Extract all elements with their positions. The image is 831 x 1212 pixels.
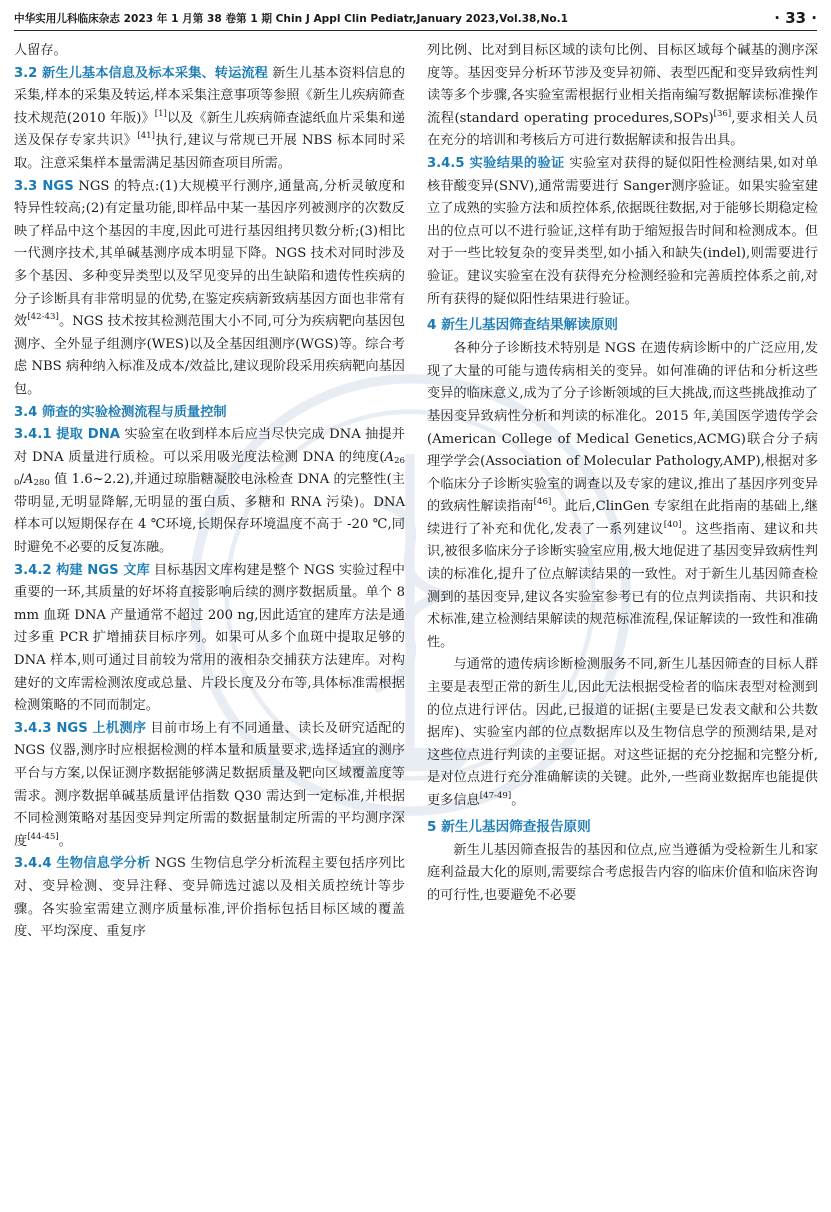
body-text: 目标基因文库构建是整个 NGS 实验过程中重要的一环,其质量的好坏将直接影响后续的测序数据质量。单个 8 mm 血斑 DNA 产量通常不超过 200 ng,因此适宜的建库方法是通过多重 PCR 扩增捕获目标序列。如果可从多个血斑中提取足够的 DNA 样本,则可通过目前较为常用的液相杂交捕获方法建库。对构建好的文库需检测浓度或总量、片段长度及分布等,具体标准需根据检测策略的不同而制定。 — [14, 562, 405, 714]
body-text: 与通常的遗传病诊断检测服务不同,新生儿基因筛查的目标人群主要是表型正常的新生儿,因此无法根据受检者的临床表型对检测到的位点进行评估。因此,已报道的证据(主要是已发表文献和公共数据库)、实验室内部的位点数据库以及生物信息学的预测结果,是对这些位点进行判读的主要证据。对这些证据的充分挖掘和完整分析,是对位点进行充分准确解读的关键。此外,一些商业数据库也能提供更多信息 — [427, 657, 818, 808]
body-text: 实验室对获得的疑似阳性检测结果,如对单核苷酸变异(SNV),通常需要进行 Sanger测序验证。如果实验室建立了成熟的实验方法和质控体系,依据既往数据,对于能够长期稳定检出的位点可以不进行验证,这样有助于缩短报告时间和检测成本。但对于一些比较复杂的变异类型,如小插入和缺失(indel),则需要进行验证。建议实验室在没有获得充分检测经验和完善质控体系之前,对所有获得的疑似阳性结果进行验证。 — [427, 155, 819, 307]
body-text: 。此后,ClinGen 专家组在此指南的基础上,继续进行了补充和优化,发表了一系列建议 — [427, 499, 818, 537]
section-heading: 3.4.1 提取 DNA — [14, 427, 120, 443]
left-column — [14, 40, 405, 944]
citation-ref: [41] — [137, 131, 156, 142]
section-4-paragraph-2 — [427, 654, 818, 812]
section-3-2 — [14, 63, 405, 176]
section-3-4-4 — [14, 853, 405, 943]
wavelength-subscript: 280 — [33, 478, 50, 489]
body-text: 列比例、比对到目标区域的读句比例、目标区域每个碱基的测序深度等。基因变异分析环节涉及变异初筛、表型匹配和变异致病性判读等多个步骤,各实验室需根据行业相关指南编写数据解读标准操作流程(standard operating procedures,SOPs) — [427, 43, 818, 126]
body-text: 值 1.6~2.2),并通过琼脂糖凝胶电泳检查 DNA 的完整性(主带明显,无明显降解,无明显的蛋白质、多糖和 RNA 污染)。DNA 样本可以短期保存在 4 ℃环境,长期保存环境温度不高于 -20 ℃,同时避免不必要的反复冻融。 — [14, 472, 405, 556]
ratio-slash: / — [19, 472, 24, 488]
page-number: · 33 · — [774, 9, 817, 27]
section-heading: 3.4.3 NGS 上机测序 — [14, 720, 147, 736]
section-heading: 3.2 新生儿基本信息及标本采集、转运流程 — [14, 65, 268, 81]
right-column — [427, 40, 818, 907]
body-text: 以及《新生儿疾病筛查滤纸血片采集和递送及保存专家共识》 — [14, 110, 405, 149]
citation-ref: [47-49] — [479, 791, 512, 801]
citation-ref: [36] — [713, 108, 732, 119]
citation-ref: [44-45] — [27, 831, 59, 842]
body-text: 。NGS 技术按其检测范围大小不同,可分为疾病靶向基因包测序、全外显子组测序(WES)以及全基因组测序(WGS)等。综合考虑 NBS 病种纳入标准及成本/效益比,建议现阶段采用疾病靶向基因包。 — [14, 314, 405, 397]
section-3-4-2 — [14, 560, 405, 718]
paragraph-continuation: 人留存。 — [14, 43, 67, 58]
section-heading: 3.3 NGS — [14, 178, 74, 194]
wavelength-subscript: 260 — [14, 455, 405, 489]
section-5-paragraph-1: 新生儿基因筛查报告的基因和位点,应当遵循为受检新生儿和家庭利益最大化的原则,需要综合考虑报告内容的临床价值和临床咨询的可行性,也要避免不必要 — [427, 842, 818, 903]
section-5-heading: 5 新生儿基因筛查报告原则 — [427, 818, 591, 835]
journal-citation: 中华实用儿科临床杂志 2023 年 1 月第 38 卷第 1 期 Chin J Appl Clin Pediatr,January 2023,Vol.38,No.1 — [14, 13, 568, 25]
body-text: 。这些指南、建议和共识,被很多临床分子诊断实验室应用,极大地促进了基因变异致病性判读的标准化,提升了位点解读结果的一致性。对于新生儿基因筛查检测到的基因变异,建议各实验室参考已有的位点判读指南、共识和技术标准,建立检测结果解读的规范标准流程,保证解读的一致性和准确性。 — [427, 521, 818, 650]
body-text: 执行,建议与常规已开展 NBS 标本同时采取。注意采集样本量需满足基因筛查项目所需。 — [14, 133, 406, 171]
section-3-4-3 — [14, 718, 405, 854]
body-text: 。 — [511, 793, 525, 808]
section-heading: 3.4.5 实验结果的验证 — [427, 155, 565, 171]
body-text: ,要求相关人员在充分的培训和考核后方可进行数据解读和报告出具。 — [427, 110, 818, 149]
section-heading: 3.4.2 构建 NGS 文库 — [14, 562, 150, 578]
body-text: 。 — [58, 833, 72, 849]
body-text: 目前市场上有不同通量、读长及研究适配的 NGS 仪器,测序时应根据检测的样本量和质量要求,选择适宜的测序平台与方案,以保证测序数据能够满足数据质量及靶向区域覆盖度等需求。测序数据单碱基质量评估指数 Q30 需达到一定标准,并根据不同检测策略对基因变异判定所需的数据量制定所需的平均测序深度 — [14, 720, 405, 849]
citation-ref: [42-43] — [27, 312, 59, 323]
section-3-4-1 — [14, 424, 405, 560]
citation-ref: [46] — [533, 497, 552, 508]
section-4-heading: 4 新生儿基因筛查结果解读原则 — [427, 317, 618, 334]
section-heading: 3.4 筛查的实验检测流程与质量控制 — [14, 404, 227, 420]
section-3-4 — [14, 402, 405, 425]
body-text: 新生儿基本资料信息的采集,样本的采集及转运,样本采集注意事项等参照《新生儿疾病筛查技术规范(2010 年版)》 — [14, 65, 405, 126]
citation-ref: [40] — [663, 519, 682, 530]
body-text: NGS 生物信息学分析流程主要包括序列比对、变异检测、变异注释、变异筛选过滤以及相关质控统计等步骤。各实验室需建立测序质量标准,评价指标包括目标区域的覆盖度、平均深度、重复序 — [14, 856, 405, 940]
body-text: 实验室在收到样本后应当尽快完成 DNA 抽提并对 DNA 质量进行质检。可以采用吸光度法检测 DNA 的纯度( — [14, 427, 405, 465]
section-3-4-4-continued — [427, 40, 818, 153]
body-text: 各种分子诊断技术特别是 NGS 在遗传病诊断中的广泛应用,发现了大量的可能与遗传病相关的变异。如何准确的评估和分析这些变异的临床意义,成为了分子诊断领域的巨大挑战,而这些挑战推动了基因变异致病性分析和判读的标准化。2015 年,美国医学遗传学会(American College of Medical Genetics,ACMG)联合分子病理学学会(Association of Molecular Pathology,AMP),根据对多个临床分子诊断实验室的调查以及专家的建议,推出了基因序列变异的致病性解读指南 — [427, 341, 818, 515]
section-4-paragraph-1 — [427, 338, 818, 654]
citation-ref: [1] — [154, 108, 167, 119]
section-3-4-5 — [427, 153, 818, 311]
section-3-3 — [14, 176, 405, 402]
running-header — [14, 6, 817, 31]
body-text: NGS 的特点:(1)大规模平行测序,通量高,分析灵敏度和特异性较高;(2)有定量功能,即样品中某一基因序列被测序的次数反映了样品中这个基因的丰度,因此可进行基因组拷贝数分析;(3)相比一代测序技术,其单碱基测序成本明显下降。NGS 技术对同时涉及多个基因、多种变异类型以及罕见变异的出生缺陷和遗传性疾病的分子诊断具有非常明显的优势,在鉴定疾病新致病基因方面也非常有效 — [14, 178, 405, 330]
section-heading: 3.4.4 生物信息学分析 — [14, 856, 151, 872]
absorbance-symbol: A — [384, 449, 395, 465]
absorbance-symbol: A — [23, 472, 34, 488]
